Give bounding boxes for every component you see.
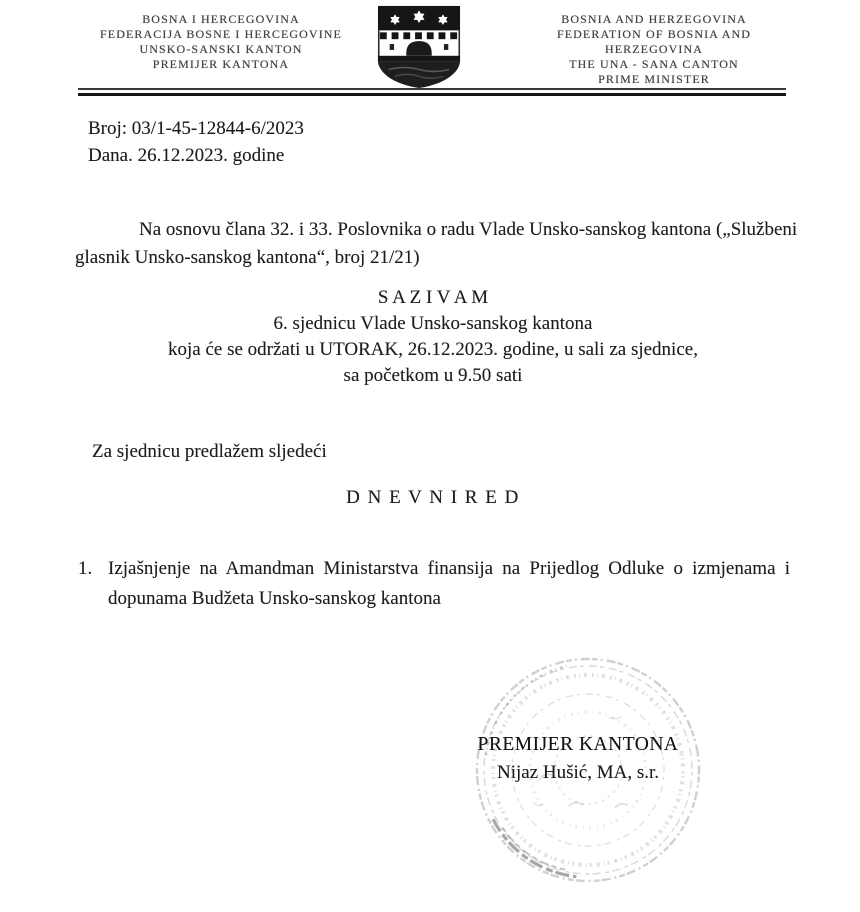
convocation-block bbox=[75, 285, 791, 389]
intro-line-1: Na osnovu člana 32. i 33. Poslovnika o radu Vlade Unsko-sanskog kantona („Službeni bbox=[139, 219, 798, 240]
intro-line-2: glasnik Unsko-sanskog kantona“, broj 21/21) bbox=[75, 247, 420, 268]
letterhead-bosnian bbox=[78, 12, 364, 72]
letterhead-line: FEDERACIJA BOSNE I HERCEGOVINE bbox=[99, 27, 342, 41]
document-date: Dana. 26.12.2023. godine bbox=[88, 145, 285, 166]
convocation-when-line: koja će se održati u UTORAK, 26.12.2023. godine, u sali za sjednice, bbox=[168, 339, 698, 360]
agenda-item bbox=[78, 554, 790, 614]
agenda-item-text bbox=[108, 554, 790, 614]
convocation-title: S A Z I V A M bbox=[377, 287, 489, 308]
signature-block bbox=[462, 731, 694, 787]
signatory-title: PREMIJER KANTONA bbox=[477, 734, 679, 755]
convocation-time-line: sa početkom u 9.50 sati bbox=[343, 365, 523, 386]
document-number: Broj: 03/1-45-12844-6/2023 bbox=[88, 118, 304, 139]
letterhead-line: PREMIJER KANTONA bbox=[152, 57, 290, 71]
letterhead-line: BOSNA I HERCEGOVINA bbox=[142, 12, 300, 26]
intro-paragraph bbox=[75, 216, 798, 272]
letterhead-line: THE UNA - SANA CANTON bbox=[569, 57, 739, 71]
reference-block bbox=[88, 115, 304, 169]
letterhead-english bbox=[506, 12, 802, 87]
letterhead-line: BOSNIA AND HERZEGOVINA bbox=[561, 12, 747, 26]
letterhead-line: FEDERATION OF BOSNIA AND HERZEGOVINA bbox=[556, 27, 752, 56]
letterhead-line: UNSKO-SANSKI KANTON bbox=[139, 42, 303, 56]
agenda-item-number: 1. bbox=[78, 558, 93, 579]
letterhead-line: PRIME MINISTER bbox=[598, 72, 710, 86]
una-sana-canton-coat-of-arms-icon bbox=[374, 4, 464, 90]
proposal-line: Za sjednicu predlažem sljedeći bbox=[92, 441, 327, 462]
agenda-item-line-1: Izjašnjenje na Amandman Ministarstva finansija na Prijedlog Odluke o izmjenama i bbox=[108, 558, 790, 579]
signatory-name: Nijaz Hušić, MA, s.r. bbox=[496, 762, 659, 783]
agenda-item-line-2: dopunama Budžeta Unsko-sanskog kantona bbox=[108, 588, 441, 609]
convocation-session-line: 6. sjednicu Vlade Unsko-sanskog kantona bbox=[273, 313, 593, 334]
agenda-title: D N E V N I R E D bbox=[346, 487, 520, 508]
